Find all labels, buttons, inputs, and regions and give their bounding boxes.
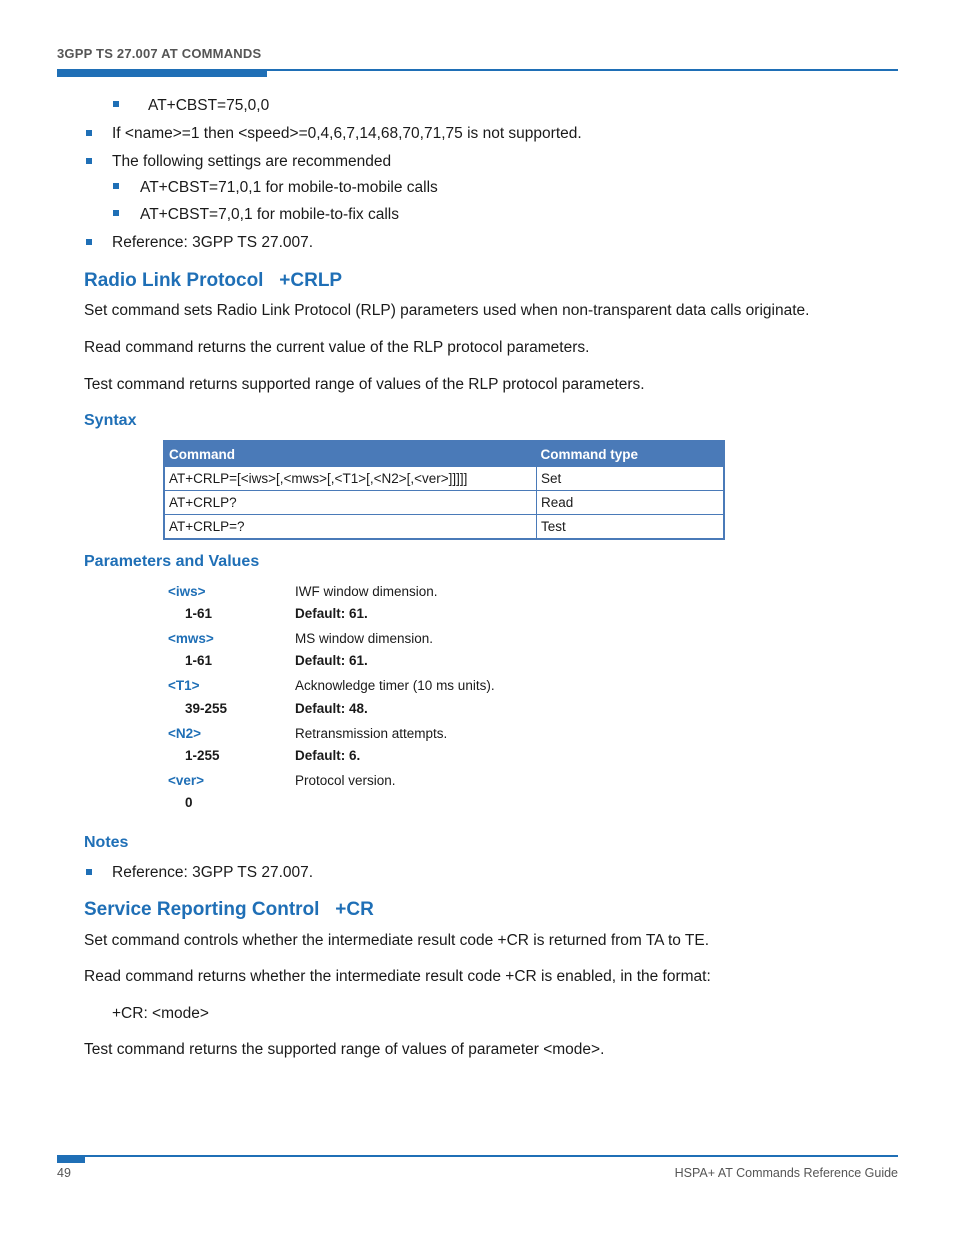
param-range: 0 [185,795,193,810]
param-range: 1-61 [185,653,213,668]
command-cell: AT+CRLP=[<iws>[,<mws>[,<T1>[,<N2>[,<ver>]]]]] [164,467,537,491]
table-row [164,515,724,540]
command-type-cell: Test [537,515,725,540]
footer-accent-bar [57,1155,85,1163]
column-header: Command type [537,441,725,467]
param-description: Retransmission attempts. [295,726,448,741]
command-table [163,440,725,540]
note-item: Reference: 3GPP TS 27.007. [112,864,314,881]
section-heading-crlp: Radio Link Protocol +CRLP [84,270,343,291]
table-row [164,467,724,491]
paragraph: Test command returns the supported range of values of parameter <mode>. [84,1041,605,1058]
bullet-icon [113,210,119,216]
param-name: <mws> [168,631,214,646]
syntax-heading: Syntax [84,412,137,429]
paragraph: Test command returns supported range of values of the RLP protocol parameters. [84,376,645,393]
param-default: Default: 48. [295,701,368,716]
footer-title: HSPA+ AT Commands Reference Guide [674,1166,898,1180]
bullet-icon [86,239,92,245]
bullet-icon [113,101,119,107]
param-description: Protocol version. [295,773,396,788]
param-range: 39-255 [185,701,228,716]
param-description: MS window dimension. [295,631,434,646]
paragraph: Read command returns whether the intermediate result code +CR is enabled, in the format: [84,968,711,985]
param-name: <N2> [168,726,202,741]
param-range: 1-255 [185,748,220,763]
table-header-row [164,441,724,467]
column-header: Command [164,441,537,467]
bullet-icon [86,869,92,875]
param-default: Default: 6. [295,748,361,763]
param-description: Acknowledge timer (10 ms units). [295,678,495,693]
footer-rule [57,1155,898,1157]
notes-heading: Notes [84,834,129,851]
param-default: Default: 61. [295,653,368,668]
list-item: AT+CBST=7,0,1 for mobile-to-fix calls [140,206,399,223]
section-heading-cr: Service Reporting Control +CR [84,899,374,920]
paragraph: Set command sets Radio Link Protocol (RLP) parameters used when non-transparent data calls originate. [84,302,810,319]
paragraph: Set command controls whether the intermediate result code +CR is returned from TA to TE. [84,932,710,949]
table-row [164,491,724,515]
parameters-heading: Parameters and Values [84,553,260,570]
list-item: AT+CBST=71,0,1 for mobile-to-mobile calls [140,179,438,196]
param-range: 1-61 [185,606,213,621]
response-format: +CR: <mode> [112,1005,209,1022]
page-number: 49 [57,1166,71,1180]
param-name: <ver> [168,773,205,788]
bullet-icon [86,130,92,136]
bullet-icon [86,158,92,164]
command-cell: AT+CRLP? [164,491,537,515]
param-description: IWF window dimension. [295,584,438,599]
command-type-cell: Set [537,467,725,491]
list-item: AT+CBST=75,0,0 [148,97,270,114]
param-name: <T1> [168,678,200,693]
paragraph: Read command returns the current value of the RLP protocol parameters. [84,339,590,356]
param-name: <iws> [168,584,206,599]
command-cell: AT+CRLP=? [164,515,537,540]
list-item: If <name>=1 then <speed>=0,4,6,7,14,68,70,71,75 is not supported. [112,125,582,142]
running-header: 3GPP TS 27.007 AT COMMANDS [57,46,262,61]
header-accent-bar [57,69,267,77]
bullet-icon [113,183,119,189]
list-item: Reference: 3GPP TS 27.007. [112,234,314,251]
command-type-cell: Read [537,491,725,515]
list-item: The following settings are recommended [112,153,392,170]
param-default: Default: 61. [295,606,368,621]
